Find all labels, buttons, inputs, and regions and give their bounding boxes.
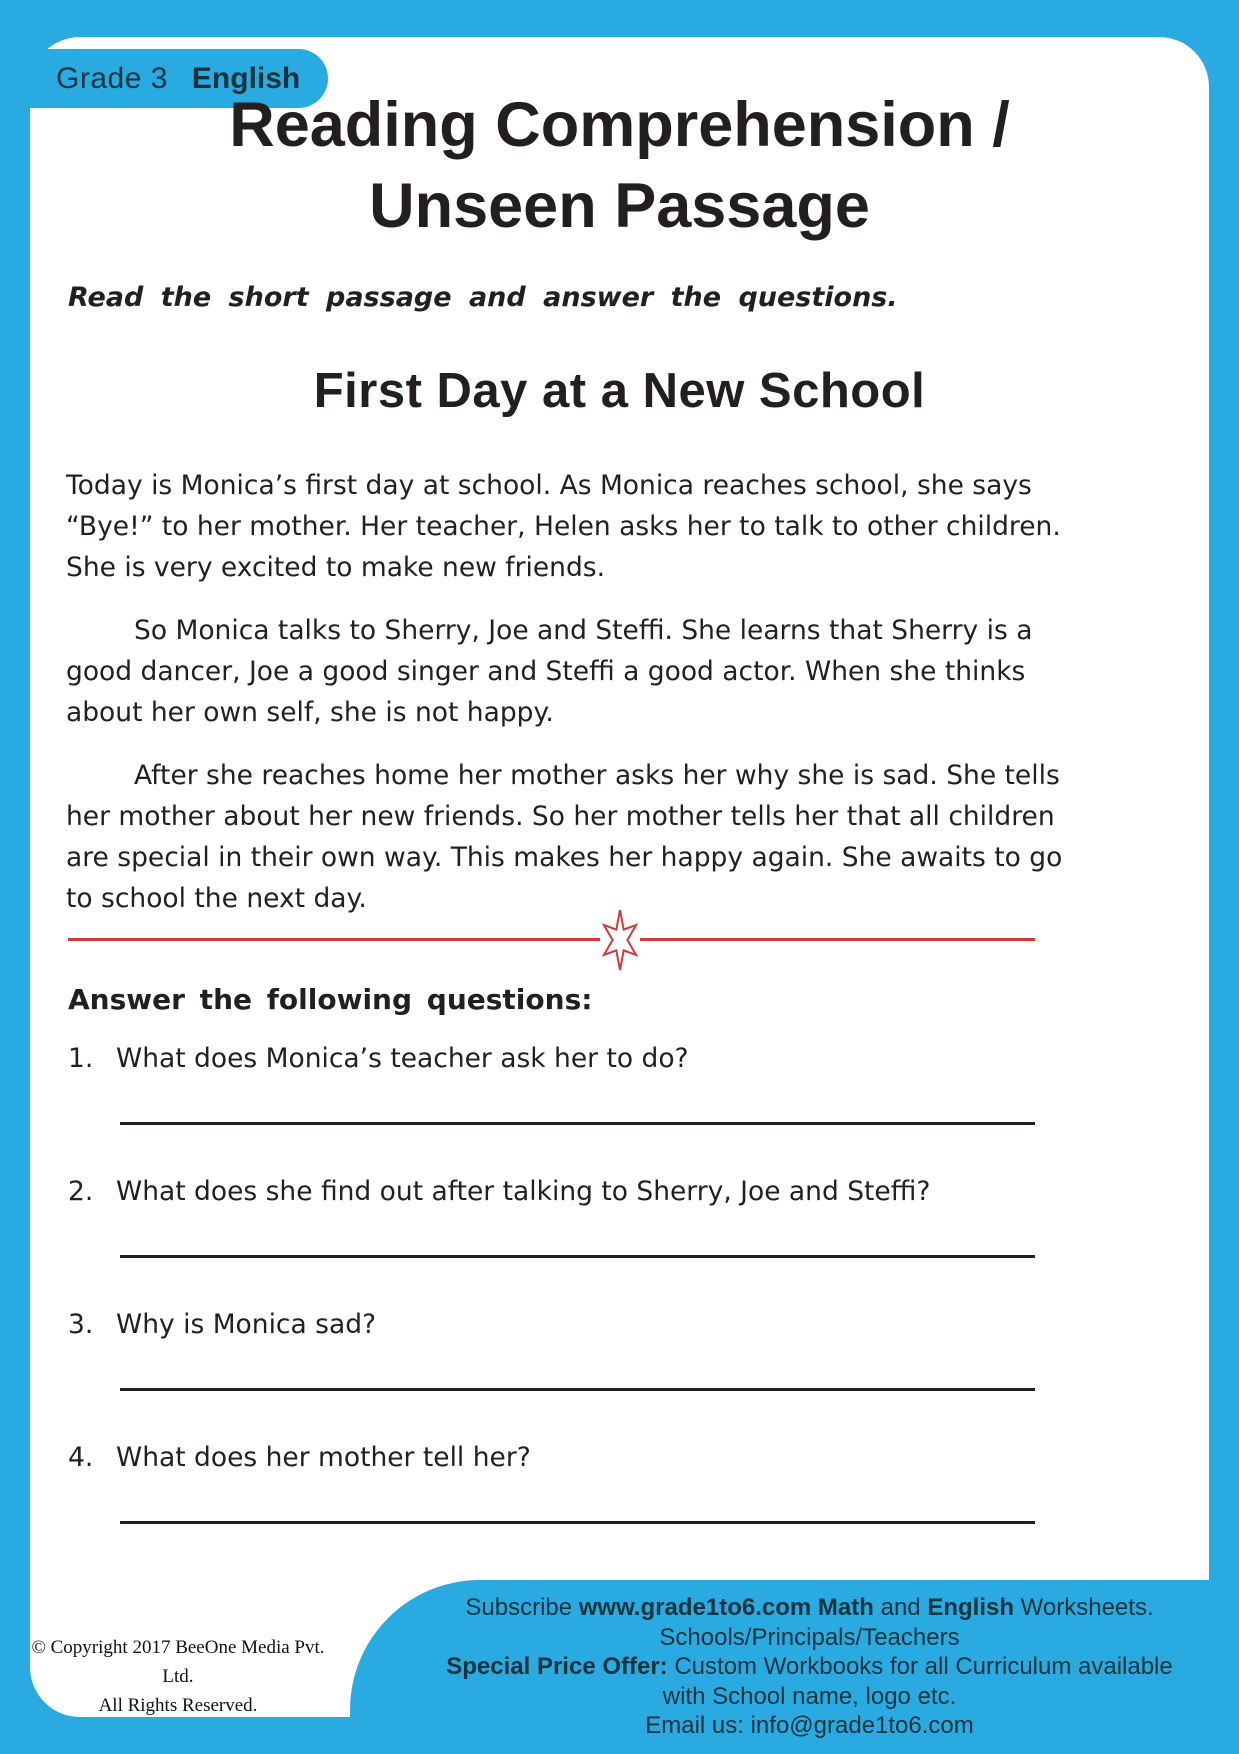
footer-subscribe-mid: and bbox=[873, 1594, 928, 1621]
footer-school-line: with School name, logo etc. bbox=[662, 1682, 957, 1710]
copyright-line-2: All Rights Reserved. bbox=[98, 1695, 258, 1716]
footer-banner bbox=[350, 1580, 1239, 1754]
section-divider bbox=[68, 938, 1035, 941]
footer-subscribe-line bbox=[410, 1593, 1209, 1623]
question-text: Why is Monica sad? bbox=[116, 1309, 377, 1340]
answer-line-3 bbox=[120, 1388, 1035, 1391]
answer-line-4 bbox=[120, 1521, 1035, 1524]
question-number: 2. bbox=[68, 1176, 94, 1207]
footer-subscribe-prefix: Subscribe bbox=[465, 1594, 579, 1621]
question-text: What does Monica’s teacher ask her to do? bbox=[116, 1043, 689, 1074]
worksheet-page bbox=[30, 37, 1209, 1717]
subject-label: English bbox=[191, 61, 301, 95]
footer-subject-bold: English bbox=[927, 1594, 1014, 1621]
passage-paragraph-3: After she reaches home her mother asks her why she is sad. She tells her mother about her new friends. So her mother tells her that all children are special in their own way. This makes her happy again. She awaits to go to school the next day. bbox=[66, 760, 1063, 914]
copyright-notice bbox=[28, 1633, 328, 1720]
passage-heading: First Day at a New School bbox=[313, 364, 926, 418]
title-line-2: Unseen Passage bbox=[369, 171, 870, 241]
questions-header: Answer the following questions: bbox=[68, 983, 593, 1016]
answer-line-1 bbox=[120, 1122, 1035, 1125]
footer-offer-bold: Special Price Offer: bbox=[446, 1653, 668, 1680]
question-text: What does her mother tell her? bbox=[116, 1442, 531, 1473]
passage-paragraph-1: Today is Monica’s first day at school. As Monica reaches school, she says “Bye!” to her mother. Her teacher, Helen asks her to talk to other children. She is very excited to make new friends. bbox=[66, 470, 1061, 583]
footer-text bbox=[410, 1593, 1209, 1741]
passage-paragraph-2: So Monica talks to Sherry, Joe and Steffi. She learns that Sherry is a good dancer, Joe a good singer and Steffi a good actor. When she thinks about her own self, she is not happy. bbox=[66, 615, 1033, 728]
question-text: What does she find out after talking to Sherry, Joe and Steffi? bbox=[116, 1176, 931, 1207]
question-number: 4. bbox=[68, 1442, 94, 1473]
footer-offer-rest: Custom Workbooks for all Curriculum available bbox=[667, 1653, 1173, 1680]
footer-audience-line: Schools/Principals/Teachers bbox=[659, 1623, 960, 1651]
question-number: 1. bbox=[68, 1043, 94, 1074]
question-item-4 bbox=[68, 1439, 1058, 1524]
footer-subscribe-suffix: Worksheets. bbox=[1014, 1594, 1154, 1621]
footer-site-link[interactable]: www.grade1to6.com Math bbox=[578, 1594, 874, 1621]
question-item-2 bbox=[68, 1173, 1058, 1258]
page-title bbox=[30, 85, 1209, 247]
answer-line-2 bbox=[120, 1255, 1035, 1258]
question-item-3 bbox=[68, 1306, 1058, 1391]
title-line-1: Reading Comprehension / bbox=[229, 90, 1010, 160]
footer-offer-line bbox=[410, 1652, 1209, 1682]
questions-list bbox=[68, 1040, 1058, 1572]
footer-email-line[interactable]: Email us: info@grade1to6.com bbox=[645, 1712, 974, 1739]
grade-label: Grade 3 bbox=[56, 61, 168, 95]
copyright-line-1: © Copyright 2017 BeeOne Media Pvt. Ltd. bbox=[31, 1637, 325, 1687]
passage-body bbox=[66, 465, 1074, 941]
star-icon bbox=[600, 908, 640, 972]
question-number: 3. bbox=[68, 1309, 94, 1340]
instruction-text: Read the short passage and answer the questions. bbox=[68, 282, 898, 313]
question-item-1 bbox=[68, 1040, 1058, 1125]
